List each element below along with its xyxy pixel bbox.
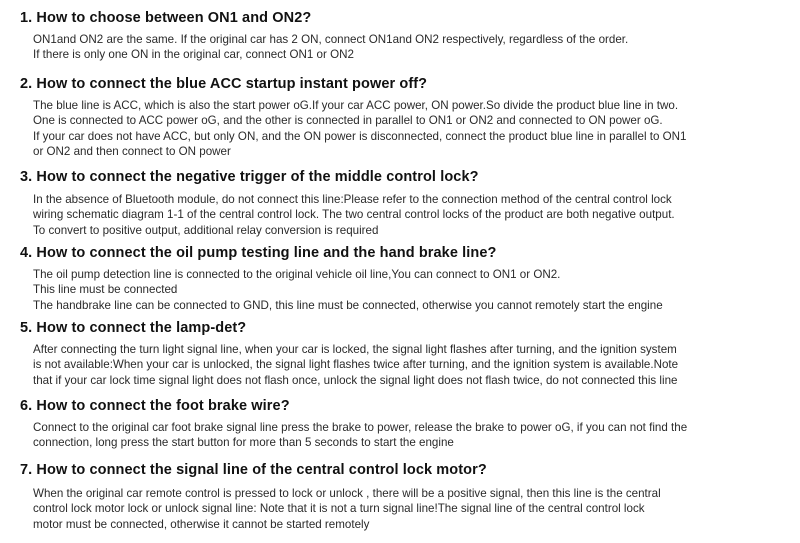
faq-answer-1	[33, 32, 628, 63]
answer-line: Connect to the original car foot brake signal line press the brake to power, release the brake to power oG, if you can not find the	[33, 421, 688, 434]
faq-question-2: 2. How to connect the blue ACC startup instant power off?	[20, 76, 428, 92]
faq-answer-4	[33, 267, 663, 313]
answer-line: or ON2 and then connect to ON power	[33, 145, 231, 159]
faq-question-5: 5. How to connect the lamp-det?	[20, 320, 247, 336]
faq-answer-5	[33, 342, 678, 388]
faq-question-1: 1. How to choose between ON1 and ON2?	[20, 10, 312, 26]
answer-line: The oil pump detection line is connected to the original vehicle oil line,You can connect to ON1 or ON2.	[33, 268, 561, 281]
answer-line: motor must be connected, otherwise it cannot be started remotely	[33, 517, 370, 531]
answer-line: To convert to positive output, additional relay conversion is required	[33, 223, 379, 237]
faq-question-3: 3. How to connect the negative trigger of the middle control lock?	[20, 169, 479, 185]
answer-line: In the absence of Bluetooth module, do not connect this line:Please refer to the connection method of the central control lock	[33, 193, 672, 206]
answer-line: This line must be connected	[33, 283, 178, 297]
answer-line: When the original car remote control is pressed to lock or unlock , there will be a positive signal, then this line is the central	[33, 487, 661, 500]
answer-line: connection, long press the start button for more than 5 seconds to start the engine	[33, 436, 454, 450]
answer-line: If your car does not have ACC, but only ON, and the ON power is disconnected, connect the product blue line in parallel to ON1	[33, 129, 687, 143]
faq-answer-2	[33, 98, 686, 160]
answer-line: that if your car lock time signal light does not flash once, unlock the signal light does not flash twice, do not connected this line	[33, 373, 678, 387]
answer-line: control lock motor lock or unlock signal line: Note that it is not a turn signal line!The signal line of the central control lock	[33, 502, 645, 516]
faq-question-6: 6. How to connect the foot brake wire?	[20, 398, 290, 414]
answer-line: After connecting the turn light signal line, when your car is locked, the signal light flashes after turning, and the ignition system	[33, 343, 677, 356]
answer-line: If there is only one ON in the original car, connect ON1 or ON2	[33, 48, 354, 62]
faq-question-7: 7. How to connect the signal line of the central control lock motor?	[20, 462, 487, 478]
faq-answer-6	[33, 420, 687, 451]
faq-answer-3	[33, 192, 675, 238]
faq-question-4: 4. How to connect the oil pump testing line and the hand brake line?	[20, 245, 497, 261]
answer-line: ON1and ON2 are the same. If the original car has 2 ON, connect ON1and ON2 respectively, regardless of the order.	[33, 33, 629, 46]
answer-line: wiring schematic diagram 1-1 of the central control lock. The two central control locks of the product are both negative output.	[33, 208, 675, 222]
answer-line: The handbrake line can be connected to GND, this line must be connected, otherwise you cannot remotely start the engine	[33, 298, 663, 312]
answer-line: The blue line is ACC, which is also the start power oG.If your car ACC power, ON power.So divide the product blue line in two.	[33, 99, 679, 112]
answer-line: is not available:When your car is unlocked, the signal light flashes twice after turning, and the ignition system is available.Note	[33, 358, 679, 372]
answer-line: One is connected to ACC power oG, and the other is connected in parallel to ON1 or ON2 and connected to ON power oG.	[33, 114, 663, 128]
faq-answer-7	[33, 486, 661, 532]
